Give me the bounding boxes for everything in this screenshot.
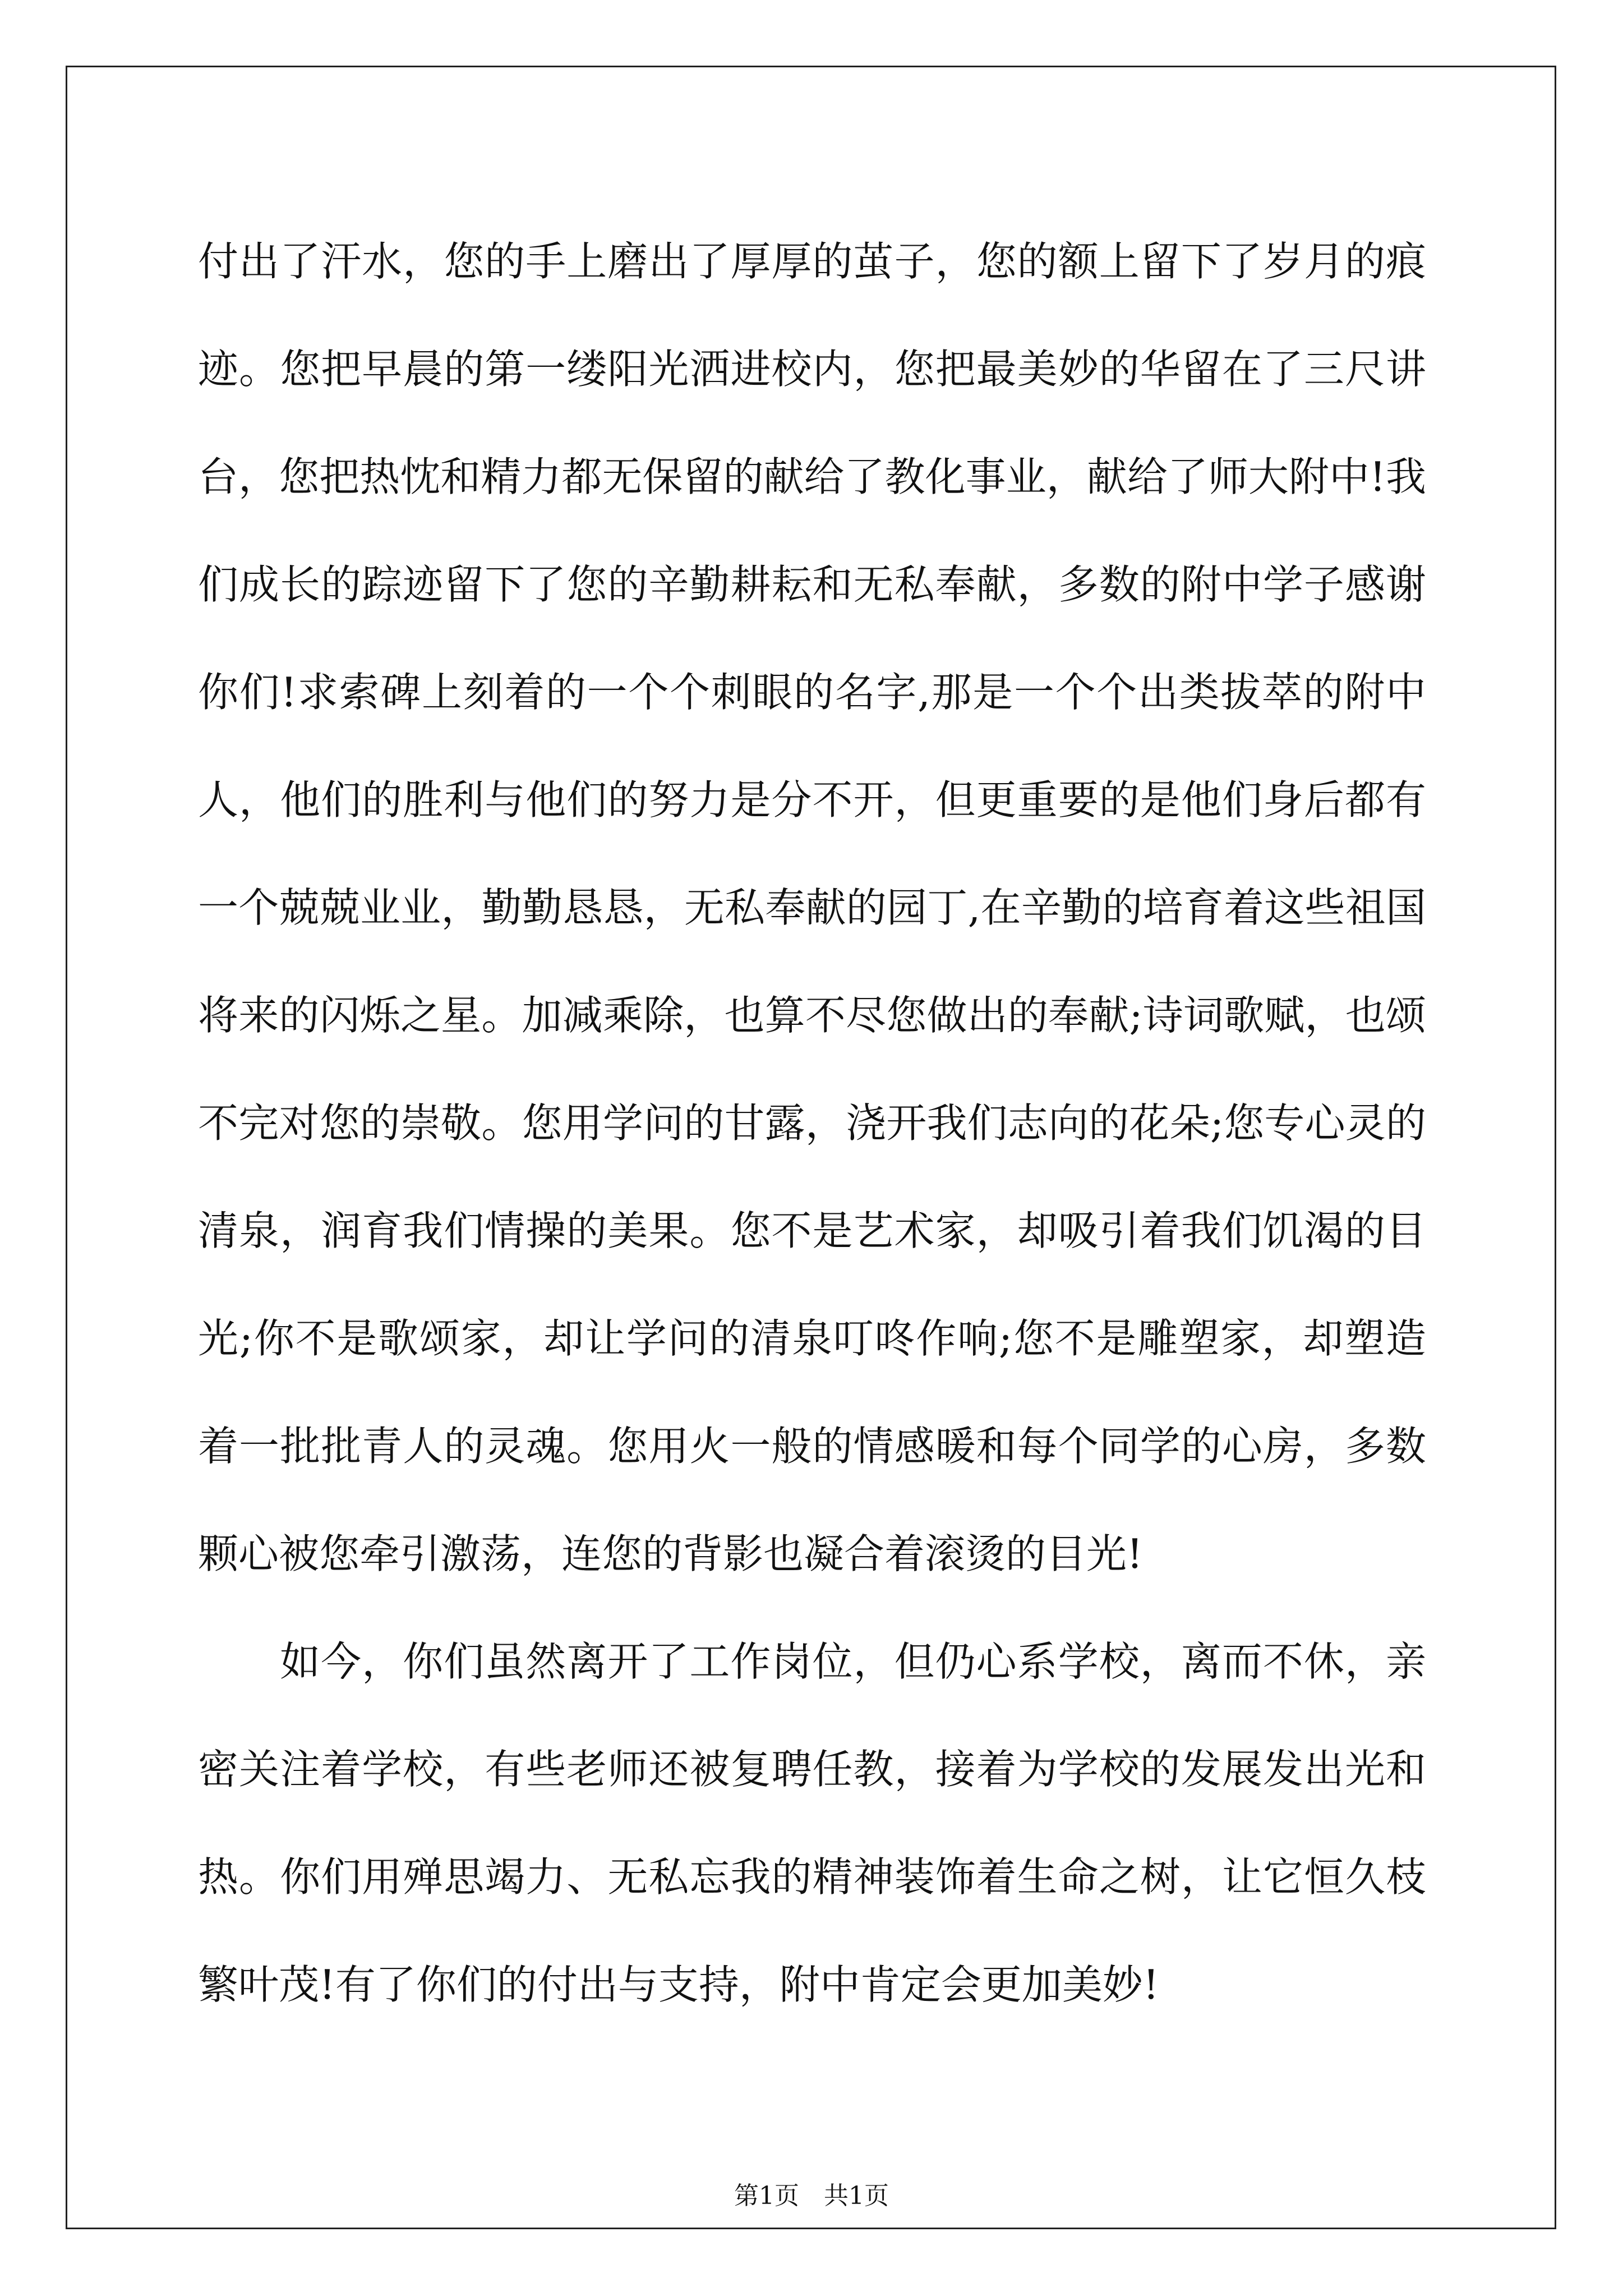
text-line: 迹。您把早晨的第一缕阳光洒进校内，您把最美妙的华留在了三尺讲 [198, 346, 1426, 393]
text-line: 一个兢兢业业，勤勤恳恳，无私奉献的园丁,在辛勤的培育着这些祖国 [198, 884, 1426, 931]
text-line: 人，他们的胜利与他们的努力是分不开，但更重要的是他们身后都有 [198, 776, 1426, 823]
text-line: 密关注着学校，有些老师还被复聘任教，接着为学校的发展发出光和 [198, 1746, 1426, 1793]
page-number-footer: 第1页 共1页 [734, 2182, 889, 2210]
text-line: 繁叶茂!有了你们的付出与支持，附中肯定会更加美妙! [198, 1961, 1159, 2008]
text-line: 台，您把热忱和精力都无保留的献给了教化事业，献给了师大附中!我 [198, 453, 1426, 500]
text-line: 们成长的踪迹留下了您的辛勤耕耘和无私奉献，多数的附中学子感谢 [198, 561, 1426, 608]
text-line: 付出了汗水，您的手上磨出了厚厚的茧子，您的额上留下了岁月的痕 [198, 238, 1426, 285]
paragraph-2 [198, 1608, 1426, 2039]
text-line: 热。你们用殚思竭力、无私忘我的精神装饰着生命之树，让它恒久枝 [198, 1853, 1426, 1901]
text-line: 着一批批青人的灵魂。您用火一般的情感暖和每个同学的心房，多数 [198, 1423, 1426, 1470]
text-line: 清泉，润育我们情操的美果。您不是艺术家，却吸引着我们饥渴的目 [198, 1207, 1426, 1254]
text-line: 颗心被您牵引激荡，连您的背影也凝合着滚烫的目光! [198, 1530, 1143, 1577]
text-line: 将来的闪烁之星。加减乘除，也算不尽您做出的奉献;诗词歌赋，也颂 [198, 992, 1426, 1039]
text-line: 你们!求索碑上刻着的一个个刺眼的名字,那是一个个出类拔萃的附中 [198, 669, 1426, 716]
text-line: 光;你不是歌颂家，却让学问的清泉叮咚作响;您不是雕塑家，却塑造 [198, 1315, 1426, 1362]
paragraph-1 [198, 208, 1426, 1608]
document-body [198, 208, 1426, 2039]
text-line: 不完对您的崇敬。您用学问的甘露，浇开我们志向的花朵;您专心灵的 [198, 1099, 1426, 1147]
text-line: 如今，你们虽然离开了工作岗位，但仍心系学校，离而不休，亲 [198, 1638, 1426, 1685]
